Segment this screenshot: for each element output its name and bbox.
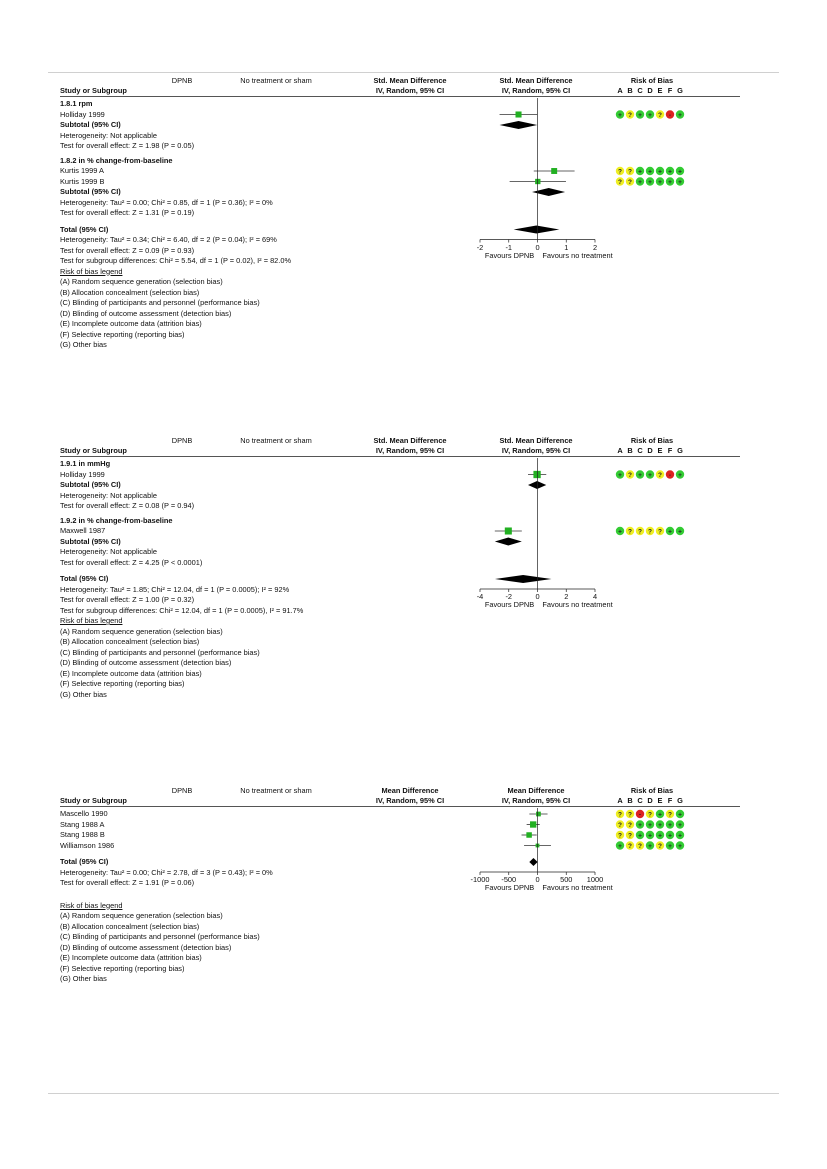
subgroup-title: 1.8.2 in % change-from-baseline: [60, 155, 173, 165]
rob-legend-key: (B): [60, 287, 70, 297]
subgroup-note: Test for overall effect: Z = 4.25 (P < 0.0001): [60, 557, 203, 567]
rob-symbol: ?: [628, 821, 632, 829]
rob-legend-text: Other bias: [70, 340, 107, 349]
rob-letter: E: [657, 796, 663, 805]
rob-symbol: +: [668, 842, 672, 850]
study-header: Study or Subgroup: [60, 446, 127, 455]
rob-legend-text: Incomplete outcome data (attrition bias): [69, 668, 202, 678]
rob-legend-item: [60, 975, 107, 982]
study-header: Study or Subgroup: [60, 86, 127, 95]
rob-symbol: +: [678, 471, 682, 479]
rob-symbol: +: [678, 528, 682, 536]
total-diamond: [495, 575, 551, 583]
rob-symbol: -: [668, 471, 672, 479]
rob-symbol: +: [668, 821, 672, 829]
effect-method: IV, Random, 95% CI: [375, 446, 445, 455]
rob-legend-item: [60, 289, 199, 296]
effect-square: [505, 527, 512, 534]
rob-symbol: ?: [628, 168, 632, 176]
rob-symbol: ?: [618, 178, 622, 186]
study-name: Holliday 1999: [60, 109, 105, 119]
effect-square: [530, 821, 536, 827]
rob-legend-text: Blinding of outcome assessment (detection bias): [70, 308, 232, 318]
rob-legend-key: (F): [60, 329, 70, 339]
rob-symbol: +: [668, 832, 672, 840]
rob-symbol: ?: [638, 528, 642, 536]
rob-title: Risk of Bias: [630, 786, 674, 795]
rob-symbol: +: [638, 471, 642, 479]
rob-letter: E: [657, 446, 663, 455]
subgroup-note: Heterogeneity: Not applicable: [60, 490, 157, 500]
subtotal-label: Subtotal (95% CI): [60, 120, 121, 129]
rob-symbol: ?: [628, 832, 632, 840]
rob-legend-key: (A): [60, 277, 70, 286]
top-rule: [48, 72, 779, 73]
rob-legend-key: (G): [60, 974, 71, 983]
x-tick-label: 0: [535, 592, 540, 601]
total-note: Test for subgroup differences: Chi² = 5.54, df = 1 (P = 0.02), I² = 82.0%: [60, 256, 292, 265]
plot-method: IV, Random, 95% CI: [501, 796, 571, 805]
rob-legend-key: (A): [60, 911, 70, 920]
rob-symbol: +: [638, 832, 642, 840]
rob-legend-item: [60, 923, 199, 930]
rob-legend-item: [60, 331, 184, 338]
group2-header: No treatment or sham: [240, 786, 312, 795]
effect-square: [536, 812, 541, 817]
rob-legend-text: Other bias: [70, 689, 107, 699]
effect-title: Mean Difference: [381, 786, 439, 795]
x-tick-label: 2: [592, 242, 598, 252]
rob-symbol: ?: [648, 528, 652, 536]
rob-letter: D: [647, 796, 653, 805]
plot-title: Std. Mean Difference: [499, 76, 573, 85]
subtotal-label: Subtotal (95% CI): [60, 536, 121, 546]
rob-symbol: +: [658, 178, 662, 186]
rob-legend-key: (D): [60, 942, 71, 952]
rob-legend-item: [60, 278, 223, 285]
rob-symbol: +: [648, 821, 652, 829]
x-tick-label: 0: [535, 242, 540, 252]
subgroup-note: Heterogeneity: Not applicable: [60, 130, 157, 140]
effect-method: IV, Random, 95% CI: [375, 86, 445, 95]
rob-legend-item: [60, 638, 199, 645]
forest-svg: [60, 787, 760, 1117]
rob-legend-key: (E): [60, 668, 70, 678]
total-note: Heterogeneity: Tau² = 0.34; Chi² = 6.40, df = 2 (P = 0.04); I² = 69%: [60, 235, 277, 244]
rob-legend-item: [60, 691, 107, 698]
rob-letter: G: [677, 446, 683, 455]
total-label: Total (95% CI): [60, 224, 109, 234]
subgroup-title: 1.8.1 rpm: [60, 99, 93, 108]
rob-symbol: ?: [618, 832, 622, 840]
rob-legend-text: Random sequence generation (selection bias): [69, 626, 223, 636]
total-note: Test for overall effect: Z = 1.91 (P = 0.06): [60, 878, 195, 887]
effect-square: [551, 168, 557, 174]
plot-title: Std. Mean Difference: [499, 436, 573, 445]
total-note: Heterogeneity: Tau² = 1.85; Chi² = 12.04, df = 1 (P = 0.0005); I² = 92%: [60, 584, 290, 594]
rob-legend-text: Blinding of outcome assessment (detection bias): [70, 942, 232, 952]
rob-symbol: ?: [658, 528, 662, 536]
study-name: Stang 1988 A: [60, 819, 105, 829]
x-tick-label: 1000: [586, 875, 604, 884]
rob-symbol: ?: [618, 821, 622, 829]
rob-letter: C: [637, 86, 643, 95]
rob-symbol: +: [668, 178, 672, 186]
rob-symbol: ?: [648, 811, 652, 819]
rob-symbol: ?: [658, 471, 662, 479]
subgroup-note: Test for overall effect: Z = 0.08 (P = 0.94): [60, 501, 195, 510]
x-tick-label: 2: [564, 592, 569, 601]
effect-square: [526, 832, 531, 837]
group2-header: No treatment or sham: [240, 76, 312, 85]
rob-symbol: ?: [668, 811, 672, 819]
rob-legend-item: [60, 299, 260, 306]
rob-legend-item: [60, 670, 202, 677]
rob-symbol: ?: [618, 168, 622, 176]
rob-letter: A: [617, 796, 623, 805]
total-label: Total (95% CI): [60, 857, 109, 866]
subtotal-diamond: [495, 538, 522, 546]
rob-letter: C: [637, 446, 643, 455]
rob-legend-text: Blinding of participants and personnel (performance bias): [70, 932, 260, 941]
group1-header: DPNB: [171, 786, 193, 795]
total-note: Heterogeneity: Tau² = 0.00; Chi² = 2.78, df = 3 (P = 0.43); I² = 0%: [60, 867, 273, 877]
subgroup-note: Test for overall effect: Z = 1.31 (P = 0.19): [60, 208, 195, 217]
x-tick-label: -1: [505, 242, 513, 252]
rob-letter: G: [677, 86, 683, 95]
study-name: Kurtis 1999 A: [60, 166, 104, 175]
study-name: Mascello 1990: [60, 809, 108, 818]
rob-legend-key: (D): [60, 308, 71, 318]
rob-symbol: +: [648, 832, 652, 840]
rob-symbol: +: [638, 168, 642, 176]
rob-symbol: ?: [628, 178, 632, 186]
favours-left: Favours DPNB: [484, 250, 535, 260]
plot-title: Mean Difference: [507, 786, 565, 795]
effect-square: [533, 471, 540, 478]
subtotal-label: Subtotal (95% CI): [60, 187, 121, 196]
rob-letter: D: [647, 446, 653, 455]
rob-symbol: +: [678, 168, 682, 176]
rob-legend-text: Selective reporting (reporting bias): [69, 329, 185, 339]
rob-legend-key: (D): [60, 658, 71, 667]
x-tick-label: 1: [564, 242, 569, 252]
rob-legend-item: [60, 680, 184, 687]
rob-legend-key: (F): [60, 679, 70, 688]
rob-legend-text: Random sequence generation (selection bias): [69, 911, 223, 920]
rob-legend-key: (A): [60, 626, 70, 636]
rob-legend-item: [60, 944, 231, 951]
rob-letter: B: [627, 446, 633, 455]
rob-legend-key: (C): [60, 298, 71, 307]
rob-symbol: ?: [658, 111, 662, 119]
rob-symbol: ?: [628, 528, 632, 536]
subtotal-diamond: [528, 481, 546, 489]
rob-symbol: +: [648, 471, 652, 479]
rob-legend-title: Risk of bias legend: [60, 900, 123, 910]
rob-legend-text: Blinding of outcome assessment (detection bias): [70, 658, 232, 667]
rob-symbol: +: [638, 111, 642, 119]
rob-symbol: +: [658, 811, 662, 819]
rob-legend-key: (G): [60, 689, 71, 699]
plot-method: IV, Random, 95% CI: [501, 446, 571, 455]
rob-legend-item: [60, 933, 260, 940]
group1-header: DPNB: [171, 436, 193, 445]
rob-symbol: -: [638, 811, 642, 819]
rob-legend-text: Blinding of participants and personnel (performance bias): [70, 647, 260, 657]
favours-right: Favours no treatment: [542, 600, 613, 609]
total-diamond: [529, 858, 537, 866]
rob-symbol: +: [678, 111, 682, 119]
rob-symbol: +: [668, 528, 672, 536]
rob-legend-key: (B): [60, 921, 70, 931]
study-name: Stang 1988 B: [60, 830, 105, 839]
rob-symbol: +: [678, 842, 682, 850]
effect-title: Std. Mean Difference: [373, 436, 447, 445]
rob-title: Risk of Bias: [630, 436, 674, 445]
rob-symbol: +: [648, 178, 652, 186]
rob-legend-text: Random sequence generation (selection bias): [69, 277, 223, 286]
rob-letter: G: [677, 796, 683, 805]
x-tick-label: -2: [505, 592, 513, 601]
total-label: Total (95% CI): [60, 574, 109, 583]
study-name: Kurtis 1999 B: [60, 176, 105, 186]
x-tick-label: -500: [501, 875, 517, 884]
rob-symbol: +: [658, 168, 662, 176]
rob-symbol: -: [668, 111, 672, 119]
rob-legend-item: [60, 659, 231, 666]
rob-letter: D: [647, 86, 653, 95]
favours-left: Favours DPNB: [484, 600, 535, 609]
rob-legend-item: [60, 912, 223, 919]
x-tick-label: 0: [535, 875, 540, 884]
subgroup-note: Heterogeneity: Not applicable: [60, 547, 157, 556]
rob-symbol: ?: [628, 111, 632, 119]
favours-right: Favours no treatment: [542, 250, 613, 260]
subgroup-note: Heterogeneity: Tau² = 0.00; Chi² = 0.85, df = 1 (P = 0.36); I² = 0%: [60, 197, 273, 207]
rob-symbol: ?: [658, 842, 662, 850]
rob-legend-item: [60, 628, 223, 635]
rob-letter: E: [657, 86, 663, 95]
group1-header: DPNB: [171, 76, 193, 85]
x-tick-label: 500: [560, 875, 573, 884]
rob-symbol: +: [648, 111, 652, 119]
subgroup-title: 1.9.1 in mmHg: [60, 459, 111, 468]
rob-legend-text: Incomplete outcome data (attrition bias): [69, 319, 202, 328]
subtotal-diamond: [500, 121, 538, 129]
rob-symbol: +: [678, 832, 682, 840]
rob-legend-text: Incomplete outcome data (attrition bias): [69, 953, 202, 962]
rob-legend-text: Allocation concealment (selection bias): [69, 921, 200, 931]
rob-legend-key: (B): [60, 637, 70, 646]
rob-legend-key: (E): [60, 953, 70, 962]
total-note: Test for overall effect: Z = 0.09 (P = 0.93): [60, 245, 195, 255]
rob-legend-item: [60, 310, 231, 317]
rob-legend-title: Risk of bias legend: [60, 266, 123, 276]
rob-letter: F: [667, 86, 673, 95]
effect-square: [515, 111, 521, 117]
rob-symbol: +: [618, 111, 622, 119]
rob-symbol: +: [618, 842, 622, 850]
effect-method: IV, Random, 95% CI: [375, 796, 445, 805]
rob-letter: C: [637, 796, 643, 805]
x-tick-label: 4: [592, 592, 598, 601]
rob-symbol: +: [638, 178, 642, 186]
rob-legend-key: (G): [60, 340, 71, 349]
rob-letter: A: [617, 446, 623, 455]
rob-legend-item: [60, 320, 202, 327]
x-tick-label: -1000: [470, 875, 490, 884]
rob-symbol: +: [668, 168, 672, 176]
rob-letter: B: [627, 86, 633, 95]
total-diamond: [514, 226, 560, 234]
rob-legend-text: Allocation concealment (selection bias): [69, 287, 200, 297]
rob-legend-item: [60, 954, 202, 961]
effect-title: Std. Mean Difference: [373, 76, 447, 85]
study-header: Study or Subgroup: [60, 796, 127, 805]
rob-letter: A: [617, 86, 623, 95]
rob-symbol: +: [618, 471, 622, 479]
study-name: Maxwell 1987: [60, 526, 106, 535]
rob-symbol: +: [618, 528, 622, 536]
rob-legend-item: [60, 649, 260, 656]
subgroup-title: 1.9.2 in % change-from-baseline: [60, 515, 173, 525]
rob-legend-text: Blinding of participants and personnel (performance bias): [70, 298, 260, 307]
x-tick-label: -4: [476, 592, 484, 601]
rob-title: Risk of Bias: [630, 76, 674, 85]
header-rule: [60, 456, 740, 457]
rob-symbol: +: [658, 832, 662, 840]
total-note: Test for subgroup differences: Chi² = 12.04, df = 1 (P = 0.0005), I² = 91.7%: [60, 605, 304, 615]
group2-header: No treatment or sham: [240, 436, 312, 445]
plot-method: IV, Random, 95% CI: [501, 86, 571, 95]
rob-legend-item: [60, 965, 184, 972]
total-note: Test for overall effect: Z = 1.00 (P = 0.32): [60, 595, 195, 604]
rob-letter: B: [627, 796, 633, 805]
rob-symbol: +: [658, 821, 662, 829]
rob-legend-key: (E): [60, 319, 70, 328]
rob-symbol: +: [678, 821, 682, 829]
rob-legend-text: Selective reporting (reporting bias): [69, 679, 185, 688]
rob-legend-text: Allocation concealment (selection bias): [69, 637, 200, 646]
subtotal-diamond: [532, 188, 565, 196]
header-rule: [60, 96, 740, 97]
header-rule: [60, 806, 740, 807]
favours-left: Favours DPNB: [484, 883, 535, 892]
rob-legend-key: (C): [60, 932, 71, 941]
rob-legend-title: Risk of bias legend: [60, 616, 123, 625]
favours-right: Favours no treatment: [542, 883, 613, 892]
rob-symbol: ?: [638, 842, 642, 850]
subgroup-note: Test for overall effect: Z = 1.98 (P = 0.05): [60, 141, 195, 150]
rob-symbol: ?: [628, 471, 632, 479]
rob-symbol: +: [678, 811, 682, 819]
rob-letter: F: [667, 796, 673, 805]
rob-symbol: +: [648, 168, 652, 176]
rob-legend-key: (C): [60, 647, 71, 657]
rob-legend-text: Other bias: [70, 974, 107, 983]
rob-legend-key: (F): [60, 963, 70, 973]
x-tick-label: -2: [476, 242, 484, 252]
study-name: Holliday 1999: [60, 469, 105, 479]
rob-symbol: +: [678, 178, 682, 186]
rob-legend-item: [60, 341, 107, 348]
rob-legend-text: Selective reporting (reporting bias): [69, 963, 185, 973]
study-name: Williamson 1986: [60, 840, 115, 850]
rob-symbol: ?: [618, 811, 622, 819]
rob-symbol: ?: [628, 842, 632, 850]
rob-letter: F: [667, 446, 673, 455]
subtotal-label: Subtotal (95% CI): [60, 480, 121, 489]
rob-symbol: +: [638, 821, 642, 829]
rob-symbol: +: [648, 842, 652, 850]
rob-symbol: ?: [628, 811, 632, 819]
